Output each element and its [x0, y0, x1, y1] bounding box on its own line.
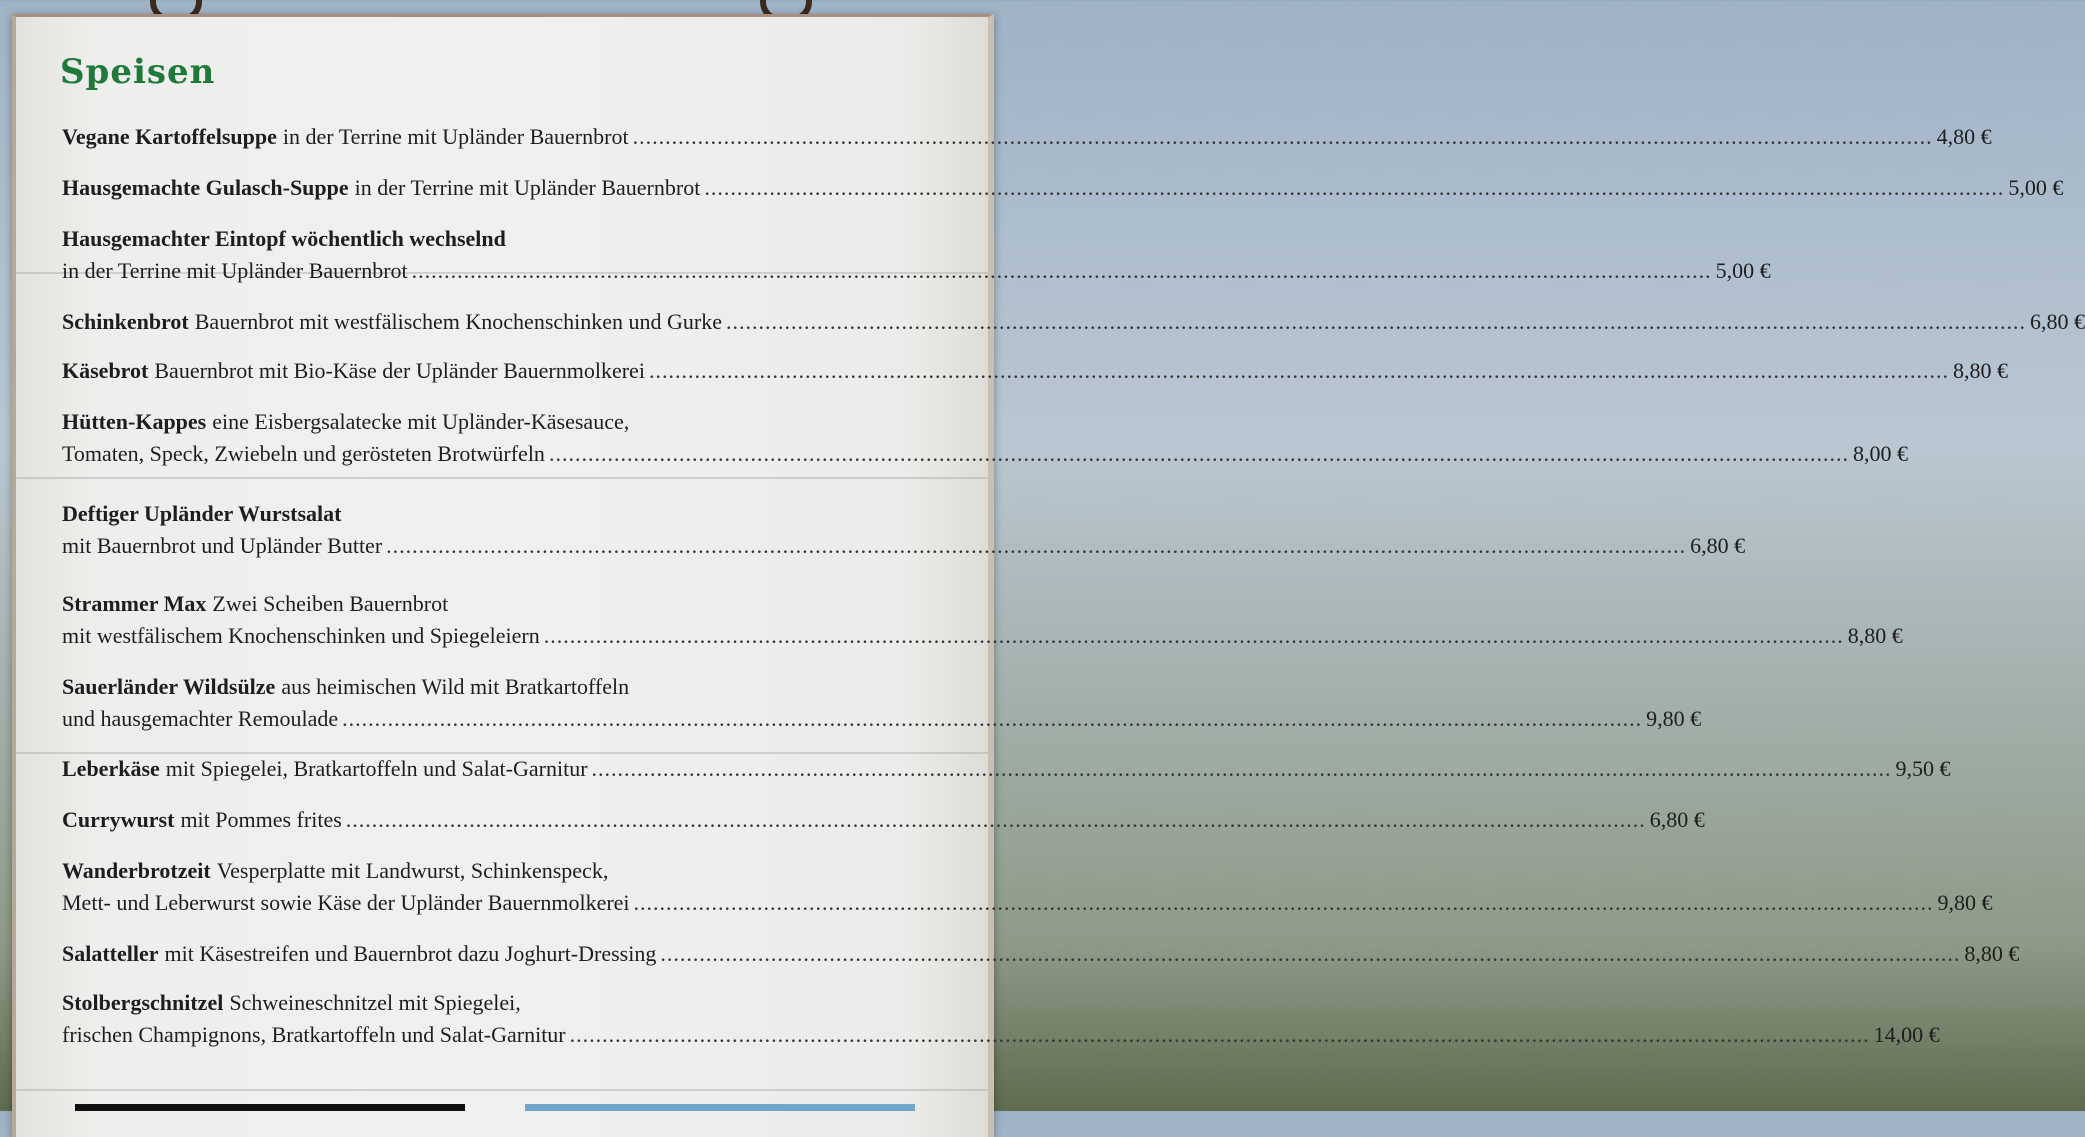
menu-item-line	[62, 753, 1951, 785]
menu-item-line	[62, 306, 2085, 338]
dish-description: mit westfälischem Knochenschinken und Spiegeleiern	[62, 623, 540, 648]
dish-description: mit Pommes frites	[180, 807, 342, 832]
dish-price: 6,80 €	[2030, 309, 2085, 334]
dish-name: Käsebrot	[62, 358, 149, 383]
menu-heading: Speisen	[60, 52, 216, 92]
menu-item-line	[62, 1019, 1940, 1051]
dish-price: 5,00 €	[2008, 175, 2064, 200]
menu-item	[62, 753, 1951, 785]
leader-dots: ........................................................................................................................................................................................................	[548, 441, 1849, 466]
dish-name: Hausgemachte Gulasch-Suppe	[62, 175, 349, 200]
menu-item	[62, 223, 1771, 287]
dish-price: 6,80 €	[1690, 533, 1746, 558]
dish-description: Vesperplatte mit Landwurst, Schinkenspeck,	[216, 858, 609, 883]
leader-dots: ........................................................................................................................................................................................................	[386, 533, 1687, 558]
dish-name: Strammer Max	[62, 591, 207, 616]
bottom-bar-right	[525, 1104, 915, 1111]
dish-description: und hausgemachter Remoulade	[62, 706, 339, 731]
menu-item-line	[62, 620, 1903, 652]
menu-item	[62, 855, 1993, 919]
dish-price: 8,80 €	[1952, 358, 2008, 383]
menu-item-line	[62, 703, 1702, 735]
menu-item-line	[62, 804, 1705, 836]
menu-item	[62, 306, 2085, 338]
dish-name: Schinkenbrot	[62, 309, 189, 334]
dish-description: mit Käsestreifen und Bauernbrot dazu Joghurt-Dressing	[164, 941, 657, 966]
menu-item-line	[62, 438, 1908, 470]
leader-dots: ........................................................................................................................................................................................................	[591, 756, 1892, 781]
leader-dots: ........................................................................................................................................................................................................	[648, 358, 1949, 383]
leader-dots: ........................................................................................................................................................................................................	[633, 890, 1934, 915]
menu-item-line	[62, 588, 918, 620]
menu-item-line	[62, 855, 918, 887]
dish-description: Schweineschnitzel mit Spiegelei,	[229, 990, 521, 1015]
dish-name: Hausgemachter Eintopf wöchentlich wechselnd	[62, 226, 506, 251]
leader-dots: ........................................................................................................................................................................................................	[345, 807, 1646, 832]
dish-description: eine Eisbergsalatecke mit Upländer-Käsesauce,	[212, 409, 630, 434]
menu-item-line	[62, 498, 918, 530]
dish-name: Deftiger Upländer Wurstsalat	[62, 501, 342, 526]
dish-name: Wanderbrotzeit	[62, 858, 211, 883]
menu-item	[62, 172, 2064, 204]
dish-name: Currywurst	[62, 807, 175, 832]
dish-description: Zwei Scheiben Bauernbrot	[212, 591, 449, 616]
menu-item	[62, 671, 1702, 735]
menu-item-line	[62, 223, 918, 255]
dish-price: 8,80 €	[1847, 623, 1903, 648]
dish-price: 9,50 €	[1895, 756, 1951, 781]
dish-name: Vegane Kartoffelsuppe	[62, 124, 277, 149]
menu-item-line	[62, 887, 1993, 919]
leader-dots: ........................................................................................................................................................................................................	[569, 1022, 1870, 1047]
dish-price: 5,00 €	[1715, 258, 1771, 283]
menu-item	[62, 987, 1940, 1051]
dish-name: Leberkäse	[62, 756, 160, 781]
dish-price: 8,80 €	[1964, 941, 2020, 966]
leader-dots: ........................................................................................................................................................................................................	[704, 175, 2005, 200]
bottom-bar-left	[75, 1104, 465, 1111]
menu-item	[62, 498, 1746, 562]
menu-item	[62, 804, 1705, 836]
leader-dots: ........................................................................................................................................................................................................	[411, 258, 1712, 283]
menu-item	[62, 406, 1908, 470]
menu-item-line	[62, 406, 918, 438]
dish-description: frischen Champignons, Bratkartoffeln und Salat-Garnitur	[62, 1022, 566, 1047]
dish-description: in der Terrine mit Upländer Bauernbrot	[62, 258, 408, 283]
plank-seam	[16, 1089, 988, 1091]
plank-seam	[16, 477, 988, 479]
dish-name: Stolbergschnitzel	[62, 990, 224, 1015]
dish-description: aus heimischen Wild mit Bratkartoffeln	[281, 674, 630, 699]
dish-description: mit Spiegelei, Bratkartoffeln und Salat-Garnitur	[165, 756, 588, 781]
dish-price: 9,80 €	[1937, 890, 1993, 915]
menu-item	[62, 938, 2020, 970]
leader-dots: ........................................................................................................................................................................................................	[543, 623, 1844, 648]
leader-dots: ........................................................................................................................................................................................................	[632, 124, 1933, 149]
menu-item-line	[62, 938, 2020, 970]
menu-item-line	[62, 121, 1992, 153]
dish-description: Bauernbrot mit westfälischem Knochenschinken und Gurke	[194, 309, 722, 334]
menu-item-line	[62, 255, 1771, 287]
menu-item	[62, 121, 1992, 153]
menu-item-line	[62, 172, 2064, 204]
dish-name: Hütten-Kappes	[62, 409, 207, 434]
menu-item	[62, 588, 1903, 652]
menu-item	[62, 355, 2008, 387]
dish-description: Bauernbrot mit Bio-Käse der Upländer Bauernmolkerei	[154, 358, 645, 383]
dish-description: in der Terrine mit Upländer Bauernbrot	[282, 124, 629, 149]
dish-price: 6,80 €	[1649, 807, 1705, 832]
dish-price: 4,80 €	[1936, 124, 1992, 149]
menu-item-line	[62, 530, 1746, 562]
menu-item-line	[62, 355, 2008, 387]
dish-description: in der Terrine mit Upländer Bauernbrot	[354, 175, 701, 200]
dish-price: 14,00 €	[1873, 1022, 1940, 1047]
leader-dots: ........................................................................................................................................................................................................	[726, 309, 2026, 334]
menu-item-line	[62, 987, 918, 1019]
dish-price: 8,00 €	[1852, 441, 1908, 466]
dish-name: Sauerländer Wildsülze	[62, 674, 276, 699]
menu-item-line	[62, 671, 918, 703]
leader-dots: ........................................................................................................................................................................................................	[660, 941, 1961, 966]
leader-dots: ........................................................................................................................................................................................................	[342, 706, 1643, 731]
dish-price: 9,80 €	[1646, 706, 1702, 731]
dish-description: mit Bauernbrot und Upländer Butter	[62, 533, 383, 558]
dish-description: Mett- und Leberwurst sowie Käse der Upländer Bauernmolkerei	[62, 890, 630, 915]
dish-name: Salatteller	[62, 941, 159, 966]
dish-description: Tomaten, Speck, Zwiebeln und gerösteten Brotwürfeln	[62, 441, 545, 466]
